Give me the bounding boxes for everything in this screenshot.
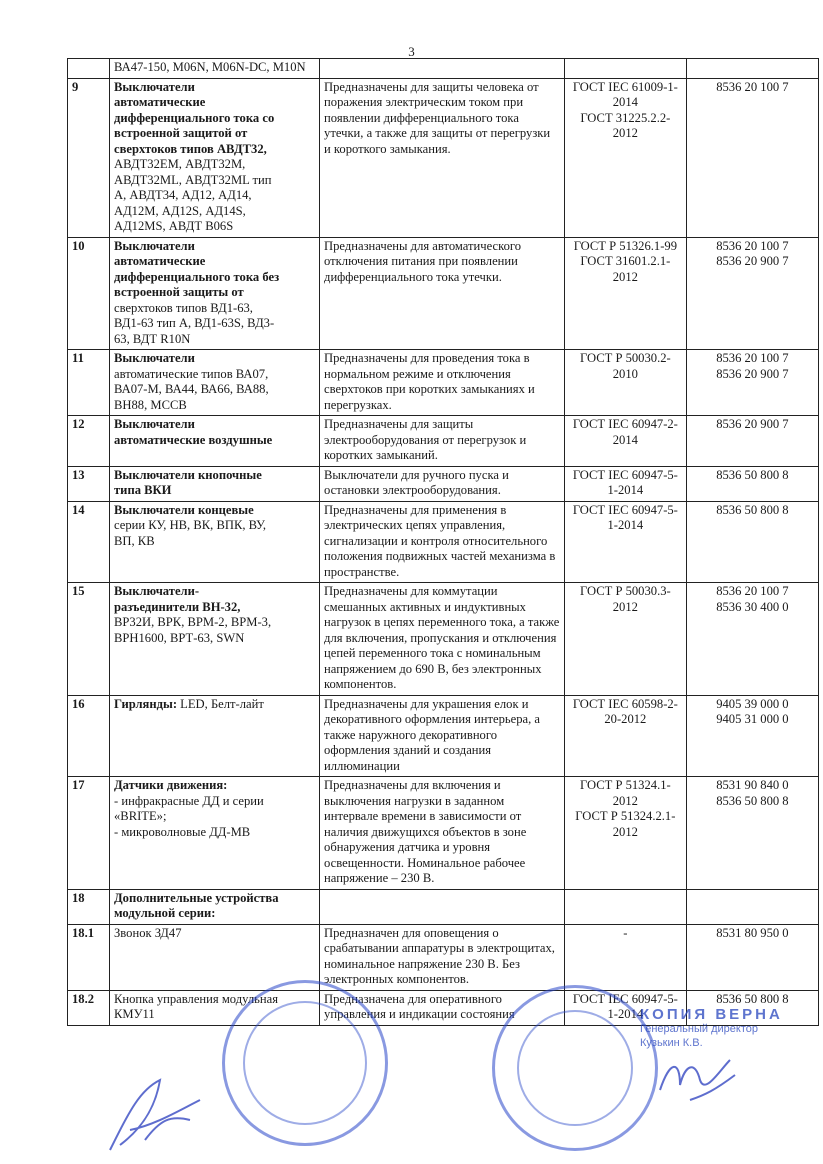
row-number: 18 <box>68 889 110 924</box>
product-name-line: Выключатели <box>114 238 195 253</box>
product-description: Предназначен для оповещения о срабатывании аппаратуры в электрощитах, номинальное напряжение 230 В. Без электронных компонентов. <box>320 924 565 990</box>
product-name: ВА47-150, М06N, М06N-DC, М10N <box>110 59 320 79</box>
row-number: 12 <box>68 416 110 467</box>
product-name-line: автоматические <box>114 254 206 268</box>
standard-line: ГОСТ IEC 60947-5-1-2014 <box>572 467 678 497</box>
product-description: Предназначены для защиты человека от поражения электрическим током при появлении дифференциального тока утечки, а также для защиты от перегрузки и короткого замыкания. <box>320 78 565 237</box>
table-row <box>68 695 819 777</box>
standard-line: ГОСТ Р 51326.1-99 <box>573 238 678 253</box>
product-name-line: дифференциального тока без <box>114 269 280 284</box>
standard-reference <box>564 583 686 696</box>
product-name-line: автоматические типов ВА07, <box>114 366 269 381</box>
row-number: 13 <box>68 466 110 501</box>
product-name-line: сверхтоков типов АВДТ32, <box>114 141 267 156</box>
row-number: 18.1 <box>68 924 110 990</box>
product-name-line: Выключатели концевые <box>114 502 254 517</box>
standard-line: ГОСТ Р 51324.2.1-2012 <box>575 809 676 839</box>
product-description: Предназначены для проведения тока в нормальном режиме и отключения сверхтоков при коротких замыканиях и перегрузках. <box>320 350 565 416</box>
standard-reference <box>564 777 686 890</box>
product-name-line: разъединители ВН-32, <box>114 599 241 614</box>
table-row <box>68 924 819 990</box>
product-description: Предназначены для коммутации смешанных активных и индуктивных нагрузок в цепях переменного тока, а также для включения, пропускания и отключения цепей переменного тока с номинальным напряжением до 690 В, без электронных компонентов. <box>320 583 565 696</box>
tn-ved-code <box>686 466 818 501</box>
product-name-line: ВР32И, ВРК, ВРМ-2, ВРМ-3, <box>114 615 272 629</box>
row-number: 9 <box>68 78 110 237</box>
product-name-line: 63, ВДТ R10N <box>114 331 191 346</box>
product-name <box>110 416 320 467</box>
standard-line: ГОСТ IEC 61009-1-2014 <box>572 79 678 109</box>
code-line: 8531 80 950 0 <box>716 925 789 940</box>
tn-ved-code <box>686 501 818 583</box>
product-name <box>110 889 320 924</box>
certification-person: Кузькин К.В. <box>640 1037 703 1049</box>
standard-reference <box>564 924 686 990</box>
product-name-line: автоматические <box>114 95 206 109</box>
product-name-line: ВП, КВ <box>114 533 155 548</box>
table-row <box>68 237 819 350</box>
standard-line: ГОСТ 31225.2.2-2012 <box>580 110 671 140</box>
table-row <box>68 501 819 583</box>
code-line: 8536 50 800 8 <box>716 467 789 482</box>
standard-line: - <box>623 925 628 940</box>
signature-right <box>650 1050 740 1110</box>
product-description <box>320 889 565 924</box>
product-description: Предназначены для защиты электрооборудования от перегрузок и коротких замыканий. <box>320 416 565 467</box>
code-line: 8536 20 100 7 <box>716 79 789 94</box>
tn-ved-code <box>686 695 818 777</box>
table-row <box>68 466 819 501</box>
product-name-line: - инфракрасные ДД и серии <box>114 793 264 808</box>
product-name-line: АД12MS, АВДТ В06S <box>114 219 234 233</box>
product-description: Предназначены для включения и выключения нагрузки в заданном интервале времени в зависимости от наличия движущихся объектов в зоне обнаружения датчика и уровня освещенности. Номинальное рабочее напряжение – 230 В. <box>320 777 565 890</box>
product-name-line: типа ВКИ <box>114 483 172 497</box>
product-name <box>110 695 320 777</box>
product-name-line: модульной серии: <box>114 906 216 920</box>
product-name <box>110 990 320 1025</box>
standard-reference <box>564 350 686 416</box>
product-description: Предназначены для автоматического отключения питания при появлении дифференциального тока утечки. <box>320 237 565 350</box>
product-description: Предназначены для применения в электрических цепях управления, сигнализации и контроля относительного положения подвижных частей механизма в пространстве. <box>320 501 565 583</box>
product-name-line: КМУ11 <box>114 1007 155 1021</box>
table-row <box>68 889 819 924</box>
code-line: 8536 20 900 7 <box>716 366 789 381</box>
product-name <box>110 237 320 350</box>
standard-line: ГОСТ Р 50030.3-2012 <box>579 584 671 614</box>
code-line: 8536 20 100 7 <box>716 238 789 253</box>
standard-line: ГОСТ 31601.2.1-2012 <box>580 254 671 284</box>
row-number: 17 <box>68 777 110 890</box>
code-line: 9405 39 000 0 <box>716 696 789 711</box>
product-name <box>110 78 320 237</box>
product-name-line: сверхтоков типов ВД1-63, <box>114 300 253 315</box>
standard-reference <box>564 416 686 467</box>
product-name-line: Звонок ЗД47 <box>114 925 182 940</box>
standard-reference <box>564 466 686 501</box>
product-name-line: АВДТ32ЕМ, АВДТ32М, <box>114 157 246 171</box>
code-line: 8536 20 100 7 <box>716 351 789 365</box>
product-name-line: Выключатели <box>114 79 195 94</box>
product-name <box>110 466 320 501</box>
standard-line: ГОСТ IEC 60947-5-1-2014 <box>572 502 678 532</box>
code-line: 8536 20 900 7 <box>716 417 789 431</box>
table-row <box>68 777 819 890</box>
product-name-line: встроенной защиты от <box>114 285 244 299</box>
signature-left <box>100 1070 210 1160</box>
product-name-line: Гирлянды: LED, Белт-лайт <box>114 696 264 711</box>
product-name-line: А, АВДТ34, АД12, АД14, <box>114 188 252 202</box>
product-name <box>110 777 320 890</box>
standard-line: ГОСТ Р 51324.1-2012 <box>579 778 671 808</box>
product-name <box>110 583 320 696</box>
table-row <box>68 583 819 696</box>
standard-line: ГОСТ IEC 60947-2-2014 <box>572 417 678 447</box>
product-name-line: Датчики движения: <box>114 778 228 792</box>
table-row <box>68 350 819 416</box>
table-row <box>68 416 819 467</box>
tn-ved-code <box>686 777 818 890</box>
tn-ved-code <box>686 78 818 237</box>
code-line: 8536 20 900 7 <box>716 254 789 268</box>
product-description: Выключатели для ручного пуска и остановки электрооборудования. <box>320 466 565 501</box>
standard-line: ГОСТ IEC 60598-2-20-2012 <box>572 696 678 726</box>
standard-reference <box>564 237 686 350</box>
code-line: 8536 20 100 7 <box>716 584 789 598</box>
table-row <box>68 59 819 79</box>
code-line: 9405 31 000 0 <box>716 712 789 726</box>
product-description: Предназначены для украшения елок и декоративного оформления интерьера, а также наружного декоративного оформления зданий и создания иллюминации <box>320 695 565 777</box>
code-line: 8536 50 800 8 <box>716 991 789 1006</box>
tn-ved-code <box>686 583 818 696</box>
standard-line: ГОСТ Р 50030.2-2010 <box>579 351 671 381</box>
product-name-line: ВА07-М, ВА44, ВА66, ВА88, <box>114 382 269 396</box>
row-number: 18.2 <box>68 990 110 1025</box>
product-name-line: ВД1-63 тип А, ВД1-63S, ВД3- <box>114 316 275 330</box>
product-name-line: ВРН1600, ВРТ-63, SWN <box>114 630 245 645</box>
product-description: Предназначена для оперативного управления и индикации состояния <box>320 990 565 1025</box>
product-name-line: автоматические воздушные <box>114 432 273 447</box>
product-name-line: дифференциального тока со <box>114 110 275 125</box>
product-name-line: Выключатели <box>114 417 195 431</box>
tn-ved-code <box>686 350 818 416</box>
standard-reference <box>564 695 686 777</box>
row-number: 14 <box>68 501 110 583</box>
product-name-line: встроенной защитой от <box>114 126 248 140</box>
page-number: 3 <box>408 44 415 59</box>
product-name-line: Выключатели <box>114 351 195 365</box>
product-name <box>110 350 320 416</box>
product-name <box>110 501 320 583</box>
row-number: 16 <box>68 695 110 777</box>
product-name-line: Выключатели кнопочные <box>114 467 262 482</box>
product-name-line: Выключатели- <box>114 584 200 598</box>
code-line: 8536 50 800 8 <box>716 793 789 808</box>
standard-reference <box>564 889 686 924</box>
product-name-line: - микроволновые ДД-МВ <box>114 824 251 839</box>
product-name-line: АД12М, АД12S, АД14S, <box>114 203 246 218</box>
tn-ved-code <box>686 416 818 467</box>
tn-ved-code <box>686 924 818 990</box>
product-name <box>110 924 320 990</box>
standard-reference <box>564 78 686 237</box>
row-number: 10 <box>68 237 110 350</box>
table-row <box>68 78 819 237</box>
row-number: 11 <box>68 350 110 416</box>
product-name-line: «BRITE»; <box>114 809 167 823</box>
product-name-line: ВН88, МССВ <box>114 397 187 412</box>
standard-reference <box>564 501 686 583</box>
code-line: 8536 30 400 0 <box>716 599 789 614</box>
products-table <box>67 58 819 1026</box>
tn-ved-code <box>686 237 818 350</box>
row-number: 15 <box>68 583 110 696</box>
code-line: 8531 90 840 0 <box>716 778 789 792</box>
product-name-line: серии КУ, НВ, ВК, ВПК, ВУ, <box>114 518 267 532</box>
code-line: 8536 50 800 8 <box>716 502 789 517</box>
product-name-line: Дополнительные устройства <box>114 890 279 905</box>
certification-title: КОПИЯ ВЕРНА <box>640 1006 783 1023</box>
product-name-line: Кнопка управления модульная <box>114 991 279 1006</box>
tn-ved-code <box>686 889 818 924</box>
certification-position: Генеральный директор <box>640 1023 758 1035</box>
product-name-line: АВДТ32ML, АВДТ32ML тип <box>114 172 272 187</box>
copy-certification <box>640 1008 820 1050</box>
standard-line: ГОСТ IEC 60947-5-1-2014 <box>572 991 678 1021</box>
